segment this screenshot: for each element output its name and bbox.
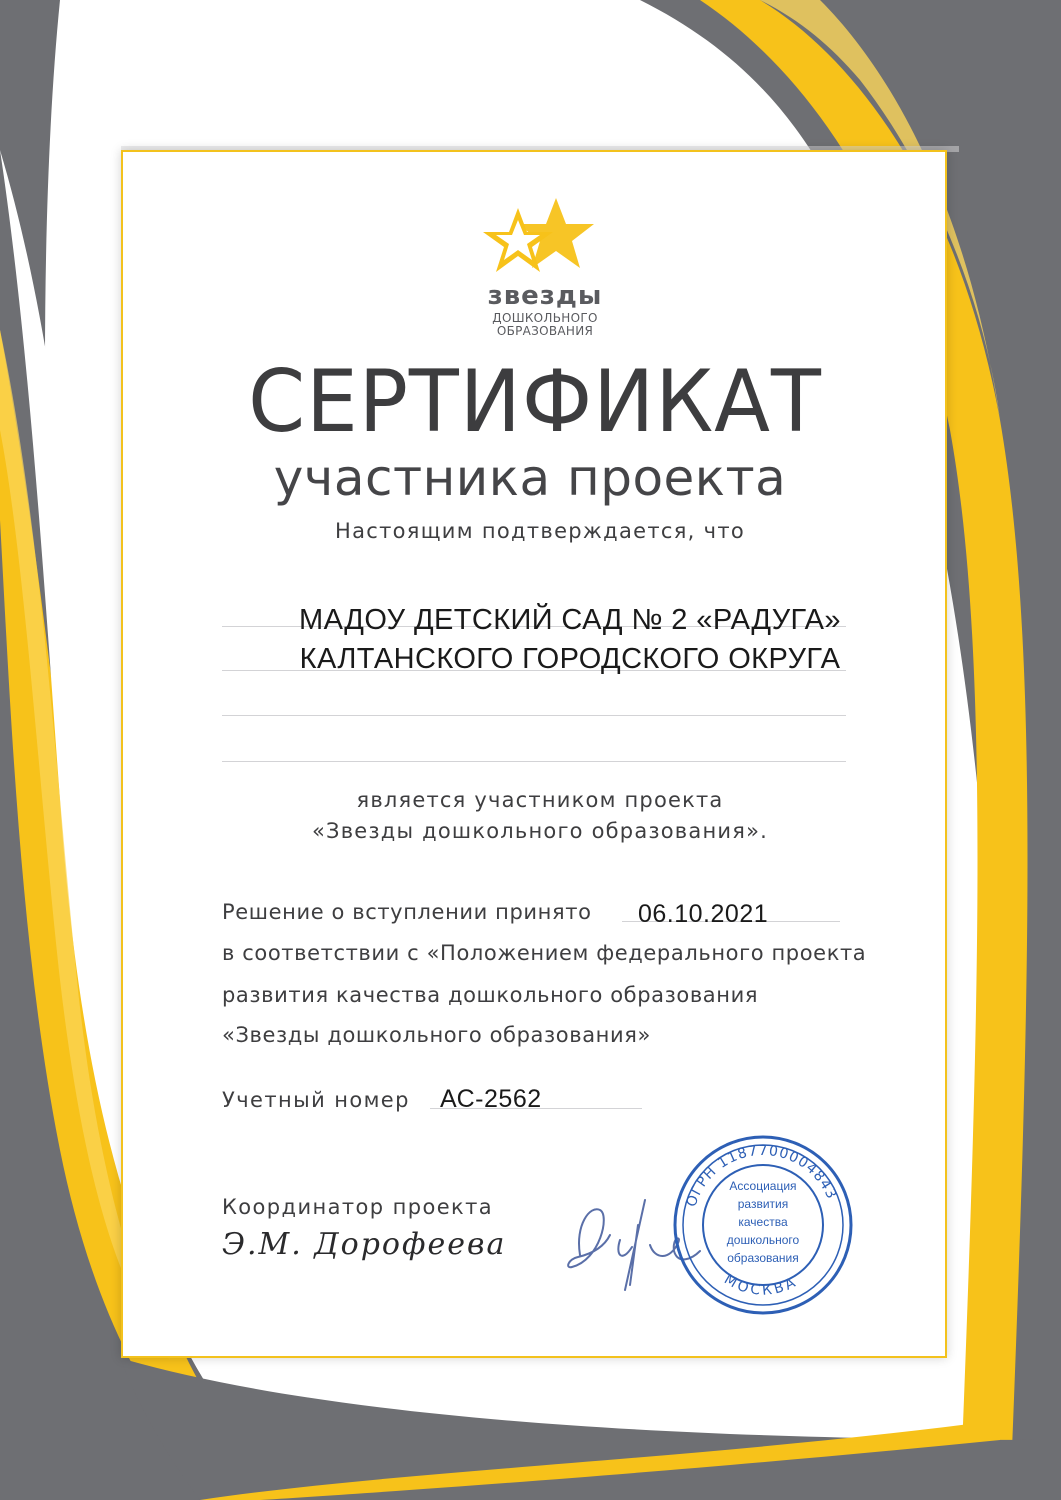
decision-label: Решение о вступлении принято bbox=[222, 900, 592, 924]
certificate-subtitle: участника проекта bbox=[273, 449, 787, 507]
stamp-center-line1: Ассоциация bbox=[729, 1179, 797, 1193]
regulation-line1: в соответствии с «Положением федерального проекта bbox=[222, 941, 867, 965]
stamp-center-line3: качества bbox=[738, 1215, 788, 1229]
official-stamp-icon bbox=[668, 1130, 858, 1320]
confirmation-text: Настоящим подтверждается, что bbox=[335, 519, 745, 543]
logo-subtitle-line2: ОБРАЗОВАНИЯ bbox=[496, 324, 594, 338]
regulation-line3: «Звезды дошкольного образования» bbox=[222, 1023, 651, 1047]
account-label: Учетный номер bbox=[222, 1088, 410, 1112]
participant-line2: «Звезды дошкольного образования». bbox=[312, 819, 768, 843]
account-number: АС-2562 bbox=[440, 1085, 542, 1113]
participant-line1: является участником проекта bbox=[356, 788, 724, 812]
certificate-title: СЕРТИФИКАТ bbox=[248, 352, 822, 452]
stamp-center-line2: развития bbox=[737, 1197, 789, 1211]
regulation-line2: развития качества дошкольного образования bbox=[222, 983, 759, 1007]
stamp-ring-text: ОГРН 1187700004843 bbox=[683, 1142, 840, 1209]
coordinator-name: Э.М. Дорофеева bbox=[222, 1227, 507, 1262]
underline-3 bbox=[222, 715, 846, 716]
recipient-name-line1: МАДОУ ДЕТСКИЙ САД № 2 «РАДУГА» bbox=[299, 604, 841, 636]
stars-logo-icon bbox=[474, 194, 606, 290]
recipient-name-line2: КАЛТАНСКОГО ГОРОДСКОГО ОКРУГА bbox=[299, 643, 841, 675]
decision-date: 06.10.2021 bbox=[638, 900, 769, 928]
underline-4 bbox=[222, 761, 846, 762]
stamp-center-line5: образования bbox=[727, 1251, 799, 1265]
stamp-center-line4: дошкольного bbox=[726, 1233, 800, 1247]
logo-wordmark: звезды bbox=[487, 281, 603, 311]
coordinator-label: Координатор проекта bbox=[222, 1195, 494, 1219]
logo-subtitle-line1: ДОШКОЛЬНОГО bbox=[492, 311, 598, 325]
stamp-bottom-text: МОСКВА bbox=[721, 1271, 801, 1299]
svg-text:МОСКВА bbox=[721, 1271, 800, 1298]
